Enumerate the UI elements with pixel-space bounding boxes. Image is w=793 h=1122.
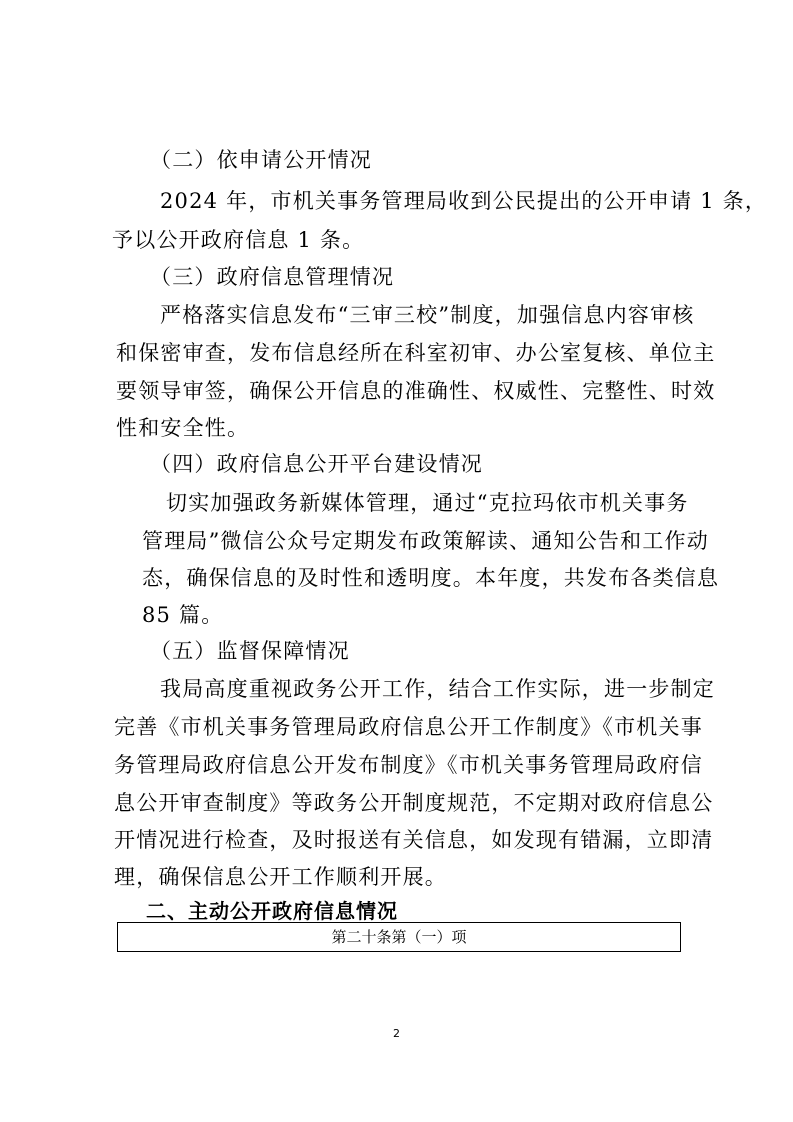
disclosure-table: [117, 922, 681, 952]
paragraph-line: 和保密审查，发布信息经所在科室初审、办公室复核、单位主: [116, 341, 716, 365]
paragraph-line: 管理局”微信公众号定期发布政策解读、通知公告和工作动: [142, 529, 709, 553]
table-header-cell: 第二十条第（一）项: [331, 928, 467, 946]
paragraph-line: 完善《市机关事务管理局政府信息公开工作制度》《市机关事: [114, 715, 703, 739]
paragraph-line: 我局高度重视政务公开工作，结合工作实际，进一步制定: [160, 677, 715, 701]
paragraph-line: 息公开审查制度》等政务公开制度规范，不定期对政府信息公: [114, 791, 714, 815]
paragraph-line: 严格落实信息发布“三审三校”制度，加强信息内容审核: [160, 303, 695, 327]
paragraph-line: 2024 年，市机关事务管理局收到公民提出的公开申请 1 条，: [160, 189, 768, 213]
paragraph-line: 要领导审签，确保公开信息的准确性、权威性、完整性、时效: [116, 379, 716, 403]
paragraph-line: 性和安全性。: [116, 416, 250, 440]
section-heading-proactive: 二、主动公开政府信息情况: [146, 899, 398, 923]
paragraph-line: 85 篇。: [142, 603, 224, 627]
paragraph-line: 开情况进行检查，及时报送有关信息，如发现有错漏，立即清: [114, 828, 714, 852]
paragraph-line: 予以公开政府信息 1 条。: [112, 228, 365, 252]
section-heading-apply: （二）依申请公开情况: [150, 148, 372, 172]
section-heading-supervise: （五）监督保障情况: [150, 639, 350, 663]
paragraph-line: 态，确保信息的及时性和透明度。本年度，共发布各类信息: [142, 566, 720, 590]
section-heading-manage: （三）政府信息管理情况: [150, 265, 395, 289]
paragraph-line: 切实加强政务新媒体管理，通过“克拉玛依市机关事务: [166, 491, 689, 515]
section-heading-platform: （四）政府信息公开平台建设情况: [150, 452, 483, 476]
paragraph-line: 理，确保信息公开工作顺利开展。: [114, 865, 447, 889]
page-number: 2: [393, 1027, 400, 1040]
paragraph-line: 务管理局政府信息公开发布制度》《市机关事务管理局政府信: [114, 753, 703, 777]
